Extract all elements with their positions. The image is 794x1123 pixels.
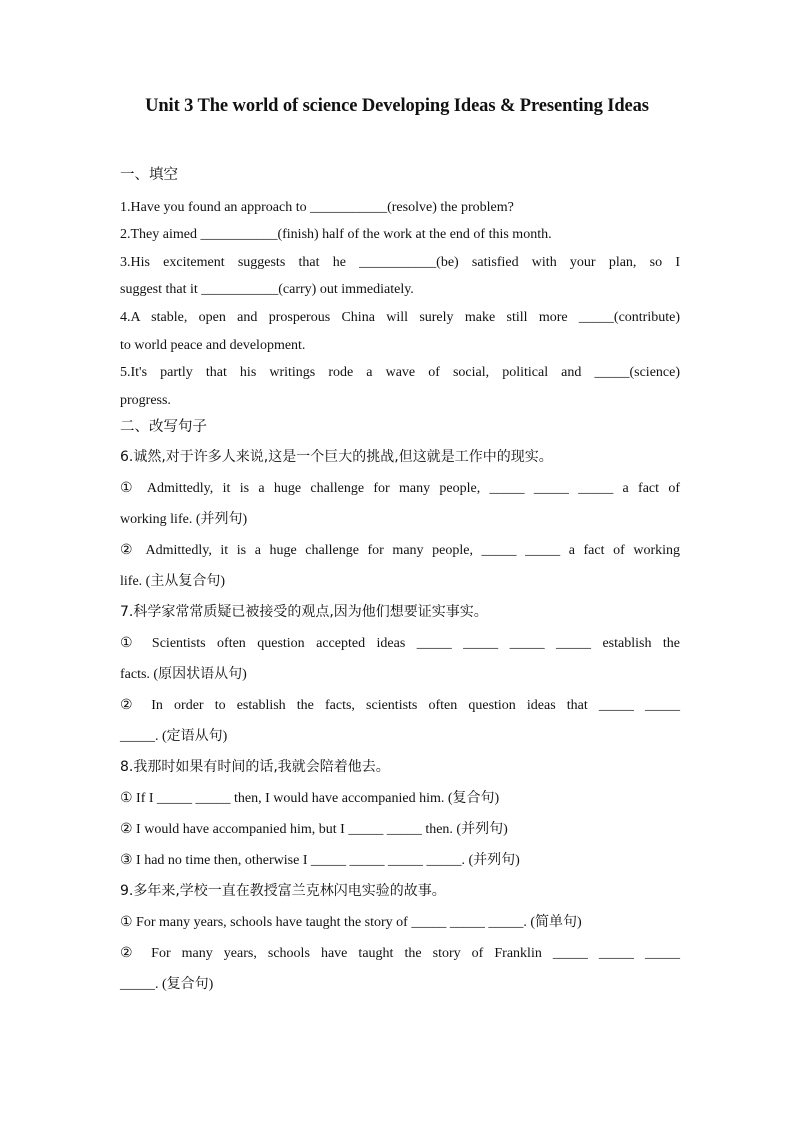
question-6 [120, 442, 680, 597]
question-9 [120, 876, 680, 1000]
exercise-line: 3.His excitement suggests that he ___________(be) satisfied with your plan, so I [120, 254, 680, 270]
exercise-line: ② Admittedly, it is a huge challenge for many people, _____ _____ a fact of working [120, 542, 680, 558]
exercise-line: ① For many years, schools have taught the story of _____ _____ _____. (简单句) [120, 914, 582, 930]
question-8 [120, 752, 680, 876]
question-prompt: 7.科学家常常质疑已被接受的观点,因为他们想要证实事实。 [120, 603, 488, 620]
exercise-line: working life. (并列句) [120, 511, 248, 527]
exercise-line: ② For many years, schools have taught the story of Franklin _____ _____ _____ [120, 945, 680, 961]
exercise-line: ② In order to establish the facts, scientists often question ideas that _____ _____ [120, 697, 680, 713]
section-heading-fill-in: 一、填空 [120, 167, 178, 183]
exercise-line: ① If I _____ _____ then, I would have accompanied him. (复合句) [120, 790, 500, 806]
exercise-line: ① Scientists often question accepted ideas _____ _____ _____ _____ establish the [120, 635, 680, 651]
exercise-line: 1.Have you found an approach to ___________(resolve) the problem? [120, 199, 514, 215]
exercise-line: to world peace and development. [120, 337, 306, 353]
question-prompt: 6.诚然,对于许多人来说,这是一个巨大的挑战,但这就是工作中的现实。 [120, 448, 553, 465]
exercise-line: life. (主从复合句) [120, 573, 225, 589]
exercise-line: ② I would have accompanied him, but I _____ _____ then. (并列句) [120, 821, 508, 837]
exercise-line: 5.It's partly that his writings rode a wave of social, political and _____(science) [120, 365, 680, 381]
exercise-line: 4.A stable, open and prosperous China will surely make still more _____(contribute) [120, 309, 680, 325]
exercise-line: ① Admittedly, it is a huge challenge for many people, _____ _____ _____ a fact of [120, 480, 680, 496]
exercise-line: _____. (复合句) [120, 976, 214, 992]
exercise-line: _____. (定语从句) [120, 728, 228, 744]
section-heading-rewrite: 二、改写句子 [120, 419, 207, 436]
question-prompt: 9.多年来,学校一直在教授富兰克林闪电实验的故事。 [120, 882, 446, 899]
question-7 [120, 597, 680, 752]
exercise-line: progress. [120, 392, 171, 408]
question-prompt: 8.我那时如果有时间的话,我就会陪着他去。 [120, 758, 390, 775]
exercise-line: ③ I had no time then, otherwise I _____ _____ _____ _____. (并列句) [120, 852, 520, 868]
exercise-line: facts. (原因状语从句) [120, 666, 247, 682]
exercise-line: suggest that it ___________(carry) out immediately. [120, 282, 414, 298]
exercise-line: 2.They aimed ___________(finish) half of the work at the end of this month. [120, 227, 552, 243]
worksheet-content [120, 162, 680, 1000]
page-title: Unit 3 The world of science Developing Ideas & Presenting Ideas [145, 96, 649, 116]
